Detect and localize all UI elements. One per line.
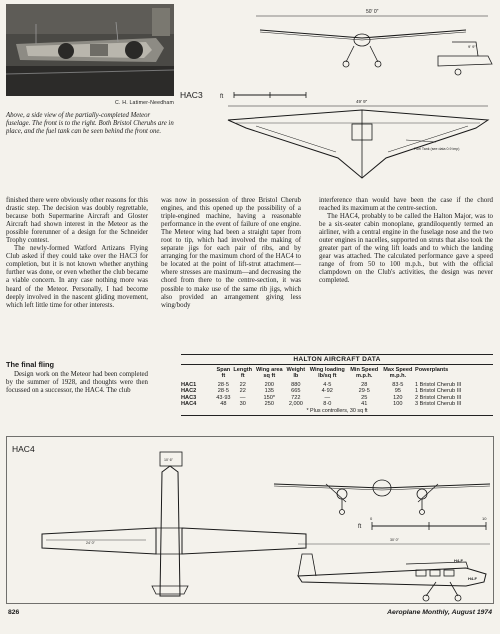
table-cell: 1 Bristol Cherub III (415, 381, 462, 388)
table-cell: 43·93 (216, 394, 231, 401)
table-unit: ft (221, 373, 226, 380)
table-units-row (181, 373, 493, 381)
table-unit: lb (293, 373, 299, 380)
page-number: 826 (8, 609, 20, 616)
hac4-drawing (6, 436, 494, 604)
article-column-1 (6, 197, 148, 310)
table-unit (181, 373, 215, 381)
hac3-scale-unit: ft (220, 94, 224, 100)
photo-credit: C. H. Latimer-Needham (115, 100, 174, 106)
article-column-2 (161, 197, 301, 310)
table-unit (415, 373, 493, 381)
table-cell: 28·5 (217, 381, 229, 388)
table-cell: 1 Bristol Cherub III (415, 388, 462, 395)
table-cell: 48 (220, 400, 227, 407)
table-cell: — (239, 394, 246, 401)
table-cell: 4·5 (323, 381, 332, 388)
table-cell: 95 (394, 388, 401, 395)
hac4-dim-span: 24' 0" (86, 541, 95, 545)
table-cell: HAC3 (181, 394, 197, 401)
table-cell: 100 (393, 400, 403, 407)
table-cell: HAC4 (181, 400, 197, 407)
table-cell: 722 (291, 394, 301, 401)
data-table (181, 365, 493, 407)
table-header: Max Speed (383, 367, 413, 373)
table-cell: 2,000 (288, 400, 303, 407)
table-unit: m.p.h. (389, 373, 407, 380)
table-cell: 28·5 (217, 388, 229, 395)
halton-data-table (181, 354, 493, 430)
hac4-dim-chord: 10' 6" (164, 458, 173, 462)
table-title: HALTON AIRCRAFT DATA (181, 354, 493, 365)
table-cell: 28 (361, 381, 368, 388)
hac3-label: HAC3 (180, 90, 203, 100)
fuselage-photo (6, 4, 174, 96)
hac4-three-view (6, 436, 494, 604)
table-header: Weight (286, 367, 306, 373)
table-cell: 120 (393, 394, 403, 401)
table-header: Min Speed (350, 367, 379, 373)
table-header: Wing loading (309, 367, 345, 373)
table-header-row (181, 365, 493, 373)
hac3-dim-top: 50' 0" (366, 9, 379, 15)
table-cell: 880 (291, 381, 301, 388)
table-unit: ft (240, 373, 245, 380)
table-unit: m.p.h. (356, 373, 373, 380)
table-footnote: * Plus controllers, 30 sq ft (181, 407, 493, 416)
table-cell: HAC1 (181, 381, 197, 388)
table-cell: 83·5 (392, 381, 404, 388)
article-paragraph: finished there were obviously other reasons for this drastic step. The decision was doubly regrettable, because both Supermarine Aircraft and Gloster Aircraft had shown interest in the Meteor as the possible forerunner of a design for the Schneider Trophy contest. (6, 197, 148, 245)
hac4-dim-length: 30' 0" (390, 538, 399, 542)
table-cell: 30 (239, 400, 246, 407)
table-cell: 29·5 (358, 388, 370, 395)
hac4-scale-unit: ft (358, 524, 362, 530)
hac4-scale-end: 10 (482, 516, 487, 521)
section-heading: The final fling (6, 360, 55, 369)
article-paragraph: The HAC4, probably to be called the Halton Major, was to be a six-seater cabin monoplane, grandiloquently termed an airliner, with a central engine in the fuselage nose and the two outer engines in nacelles, supported on struts that also took the greater part of the wing lift loads and to which the landing gear was attached. The calculated performance gave a speed range of from 50 to 100 m.p.h., but with the official clampdown on the Club's activities, the design was never completed. (319, 213, 493, 285)
table-cell: 135 (264, 388, 274, 395)
table-cell: — (324, 394, 331, 401)
fuselage-photo-image (6, 4, 174, 96)
hac3-three-view (176, 2, 496, 188)
magazine-title: Aeroplane Monthly, August 1974 (387, 609, 492, 616)
table-cell: 22 (239, 381, 246, 388)
table-cell: 8·0 (323, 400, 332, 407)
hac4-scale-start: 0 (370, 516, 373, 521)
hac3-dim-side: 9' 9" (468, 44, 476, 49)
hac3-drawing (176, 2, 496, 188)
table-cell: 200 (264, 381, 274, 388)
table-header: Wing area (255, 367, 283, 373)
article-column-3 (319, 197, 493, 286)
table-header: Powerplants (415, 367, 449, 373)
table-cell: 665 (291, 388, 301, 395)
table-cell: 41 (361, 400, 368, 407)
table-unit: sq ft (263, 373, 276, 380)
table-header: Length (233, 367, 253, 373)
article-paragraph: The newly-formed Watford Artizans Flying Club asked if they could take over the HAC3 for completion, but it is not known whether anything further was done, or even whether the club became a viable concern. In any case nothing more was heard of the Meteor. Personally, I had become deeply involved in the nascent gliding movement, which left little time for other interests. (6, 245, 148, 309)
hac4-reg-mark-2: H4-F (468, 576, 477, 581)
table-cell: 22 (239, 388, 246, 395)
table-unit: lb/sq ft (318, 373, 337, 380)
article-paragraph: was now in possession of three Bristol Cherub engines, and this opened up the possibility of a triple-engined machine, having a reasonable performance in the event of failure of one engine. The Meteor wing had been a straight taper from root to tip, which had involved the making of separate jigs for each pair of ribs, and by arranging for the maximum chord of the HAC4 to be located at the point of lift-strut attachment—where stresses are maximum—and decreasing the chord from there to the centre-section, it was possible to make use of the same rib jigs, which also provided an arrangement giving less wing/body (161, 197, 301, 309)
article-paragraph: interference than would have been the case if the chord reached its maximum at the centre-section. (319, 197, 493, 213)
photo-caption: Above, a side view of the partially-completed Meteor fuselage. The front is to the right. Both Bristol Cherubs are in place, and the fuel tank can be seen behind the front one. (6, 112, 174, 136)
article-paragraph: Design work on the Meteor had been completed by the summer of 1928, and thoughts were then focussed on a successor, the HAC4. The club (6, 371, 148, 395)
hac3-dim-span: 49' 9" (356, 99, 368, 104)
table-cell: 3 Bristol Cherub III (415, 400, 462, 407)
table-cell: 4·92 (321, 388, 333, 395)
hac4-label: HAC4 (12, 444, 35, 454)
table-cell: 25 (361, 394, 368, 401)
table-cell: 150* (263, 394, 276, 401)
table-cell: 250 (264, 400, 274, 407)
article-column-1-continued (6, 371, 148, 395)
table-cell: HAC2 (181, 388, 197, 395)
table-header: Span (216, 367, 231, 373)
table-header (181, 365, 215, 373)
hac3-fuel-note: Fuel Tank (see data 0.9 imp) (414, 147, 460, 151)
table-cell: 2 Bristol Cherub III (415, 394, 462, 401)
hac4-reg-mark-1: H4-F (454, 558, 463, 563)
